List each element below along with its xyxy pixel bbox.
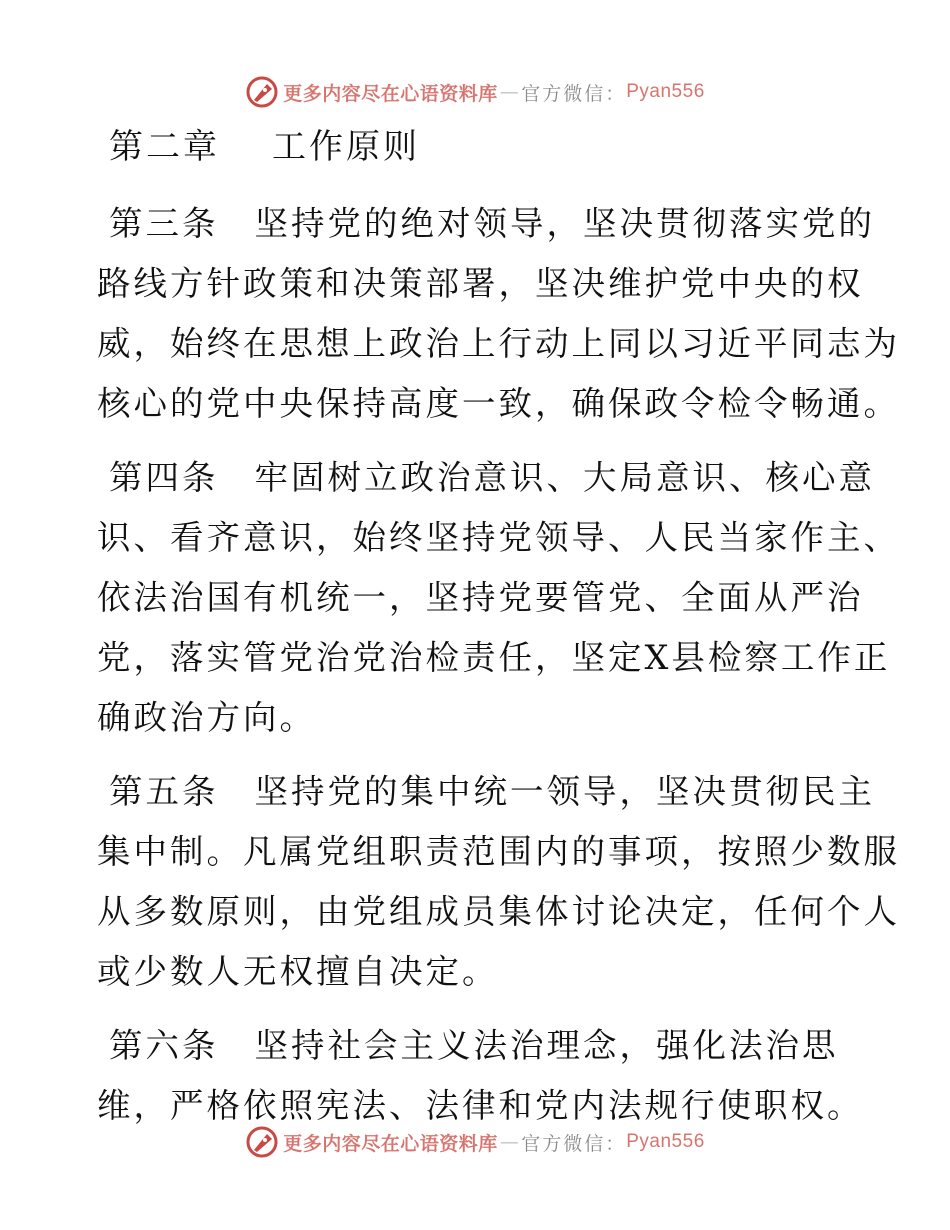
article-line	[97, 762, 875, 822]
watermark-header	[0, 70, 950, 114]
article-line: 威，始终在思想上政治上行动上同以习近平同志为	[97, 324, 900, 363]
pen-nib-logo-icon	[245, 75, 279, 109]
article-line	[97, 1016, 857, 1076]
article-line: 党，落实管党治党治检责任，坚定X县检察工作正	[97, 638, 891, 677]
watermark-main-text: 更多内容尽在心语资料库	[283, 1132, 498, 1155]
chapter-title: 工作原则	[272, 127, 420, 167]
watermark-wechat-id: Pyan556	[626, 81, 705, 102]
article-label: 第六条	[109, 1026, 219, 1065]
article-text: 坚持党的绝对领导，坚决贯彻落实党的	[254, 204, 875, 243]
article-line: 或少数人无权擅自决定。	[97, 952, 499, 991]
article-text: 坚持社会主义法治理念，强化法治思	[254, 1026, 839, 1065]
watermark-separator: —	[499, 81, 520, 103]
article-line: 路线方针政策和决策部署，坚决维护党中央的权	[97, 264, 864, 303]
article-3	[97, 194, 900, 434]
watermark-official-label: 官方微信：	[521, 82, 627, 105]
article-line: 确政治方向。	[97, 698, 316, 737]
article-line: 核心的党中央保持高度一致，确保政令检令畅通。	[97, 384, 900, 423]
watermark-main-text: 更多内容尽在心语资料库	[283, 82, 498, 105]
pen-nib-logo-icon	[245, 1125, 279, 1159]
article-line: 从多数原则，由党组成员集体讨论决定，任何个人	[97, 892, 900, 931]
article-label: 第三条	[109, 204, 219, 243]
watermark-separator: —	[499, 1131, 520, 1153]
article-label: 第四条	[109, 458, 219, 497]
article-text: 坚持党的集中统一领导，坚决贯彻民主	[254, 772, 875, 811]
article-5	[97, 762, 900, 1002]
article-label: 第五条	[109, 772, 219, 811]
watermark-official-label: 官方微信：	[521, 1132, 627, 1155]
watermark-wechat-id: Pyan556	[626, 1131, 705, 1152]
article-4	[97, 448, 900, 748]
chapter-number: 第二章	[109, 127, 220, 167]
chapter-heading	[97, 122, 857, 172]
article-line: 识、看齐意识，始终坚持党领导、人民当家作主、	[97, 518, 900, 557]
article-text: 牢固树立政治意识、大局意识、核心意	[254, 458, 875, 497]
article-6	[97, 1016, 864, 1136]
article-line: 集中制。凡属党组职责范围内的事项，按照少数服	[97, 832, 900, 871]
article-line	[97, 448, 875, 508]
watermark-footer	[0, 1120, 950, 1164]
article-line: 维，严格依照宪法、法律和党内法规行使职权。	[97, 1086, 864, 1125]
article-line	[97, 194, 875, 254]
document-body	[97, 122, 900, 1150]
article-line: 依法治国有机统一，坚持党要管党、全面从严治	[97, 578, 864, 617]
